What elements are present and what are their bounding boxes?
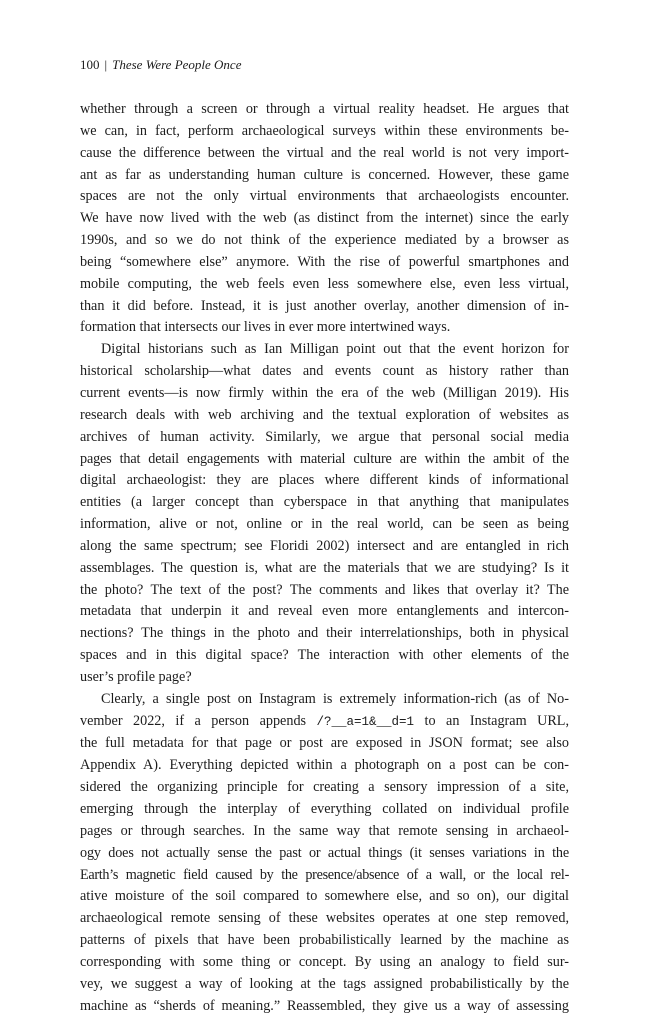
code-line-post: to an Instagram URL, <box>414 712 569 729</box>
text-line: Clearly, a single post on Instagram is extremely information-rich (as of No- <box>101 690 569 707</box>
text-line: archives of human activity. Similarly, we argue that personal social media <box>80 428 569 445</box>
text-line: cause the difference between the virtual and the real world is not very import- <box>80 144 569 161</box>
text-line: information, alive or not, online or in the real world, can be seen as being <box>80 516 569 533</box>
code-line-pre: vember 2022, if a person appends <box>80 712 317 729</box>
text-line: pages or through searches. In the same way that remote sensing in archaeol- <box>80 822 569 839</box>
paragraph-1 <box>80 99 569 339</box>
text-line: than it did before. Instead, it is just another overlay, another dimension of in- <box>80 297 569 314</box>
text-line: nections? The things in the photo and their interrelationships, both in physical <box>80 625 569 642</box>
text-line: corresponding with some thing or concept. By using an analogy to field sur- <box>80 953 569 970</box>
page-number: 100 <box>80 57 100 72</box>
book-title: These Were People Once <box>112 57 242 72</box>
text-line: ative moisture of the soil compared to somewhere else, and so on), our digital <box>80 888 569 905</box>
text-line: historical scholarship—what dates and events count as history rather than <box>80 363 569 380</box>
text-line: ant as far as understanding human culture is concerned. However, these game <box>80 166 569 183</box>
text-line: Earth’s magnetic field caused by the presence/absence of a wall, or the local rel- <box>80 866 569 883</box>
text-line: assemblages. The question is, what are the materials that we are studying? Is it <box>80 559 569 576</box>
text-line: ogy does not actually sense the past or actual things (it senses variations in the <box>80 844 569 861</box>
text-line: archaeological remote sensing of these websites operates at one step removed, <box>80 910 569 927</box>
text-line: Digital historians such as Ian Milligan point out that the event horizon for <box>101 341 569 358</box>
paragraph-2 <box>80 339 569 689</box>
text-line: current events—is now firmly within the era of the web (Milligan 2019). His <box>80 384 569 401</box>
text-line: digital archaeologist: they are places where different kinds of informational <box>80 472 569 489</box>
text-line: research deals with web archiving and the textual exploration of websites as <box>80 406 569 423</box>
text-line: 1990s, and so we do not think of the experience mediated by a browser as <box>80 232 569 249</box>
text-line-with-code <box>80 711 569 734</box>
running-head <box>80 56 241 74</box>
text-line: pages that detail engagements with material culture are within the ambit of the <box>80 450 569 467</box>
text-line: we can, in fact, perform archaeological surveys within these environments be- <box>80 122 569 139</box>
text-line: entities (a larger concept than cyberspace in that anything that manipulates <box>80 494 569 511</box>
text-line: whether through a screen or through a virtual reality headset. He argues that <box>80 101 569 117</box>
body-text <box>80 99 569 1017</box>
text-line: We have now lived with the web (as distinct from the internet) since the early <box>80 210 569 227</box>
text-line: patterns of pixels that have been probabilistically learned by the machine as <box>80 932 569 949</box>
text-line: vey, we suggest a way of looking at the tags assigned probabilistically by the <box>80 975 569 992</box>
paragraph-3 <box>80 689 569 1017</box>
text-line: being “somewhere else” anymore. With the rise of powerful smartphones and <box>80 253 569 270</box>
text-line: the photo? The text of the post? The comments and likes that overlay it? The <box>80 581 569 598</box>
text-line: Appendix A). Everything depicted within a photograph on a post can be con- <box>80 757 569 774</box>
text-line: metadata that underpin it and reveal even more entanglements and intercon- <box>80 603 569 620</box>
text-line: along the same spectrum; see Floridi 2002) intersect and are entangled in rich <box>80 537 569 554</box>
text-line: spaces and in this digital space? The interaction with other elements of the <box>80 647 569 664</box>
text-line: spaces are not the only virtual environments that archaeologists encounter. <box>80 188 569 205</box>
text-line: sidered the organizing principle for creating a sensory impression of a site, <box>80 779 569 796</box>
text-line: formation that intersects our lives in ever more intertwined ways. <box>80 319 451 336</box>
url-parameter-code: /?__a=1&__d=1 <box>316 714 415 729</box>
text-line: mobile computing, the web feels even less somewhere else, even less virtual, <box>80 275 569 292</box>
text-line: emerging through the interplay of everything collated on individual profile <box>80 801 569 817</box>
text-line: user’s profile page? <box>80 668 192 685</box>
text-line: the full metadata for that page or post are exposed in JSON format; see also <box>80 735 569 752</box>
text-line: machine as “sherds of meaning.” Reassembled, they give us a way of assessing <box>80 997 569 1014</box>
header-separator: | <box>104 57 108 72</box>
